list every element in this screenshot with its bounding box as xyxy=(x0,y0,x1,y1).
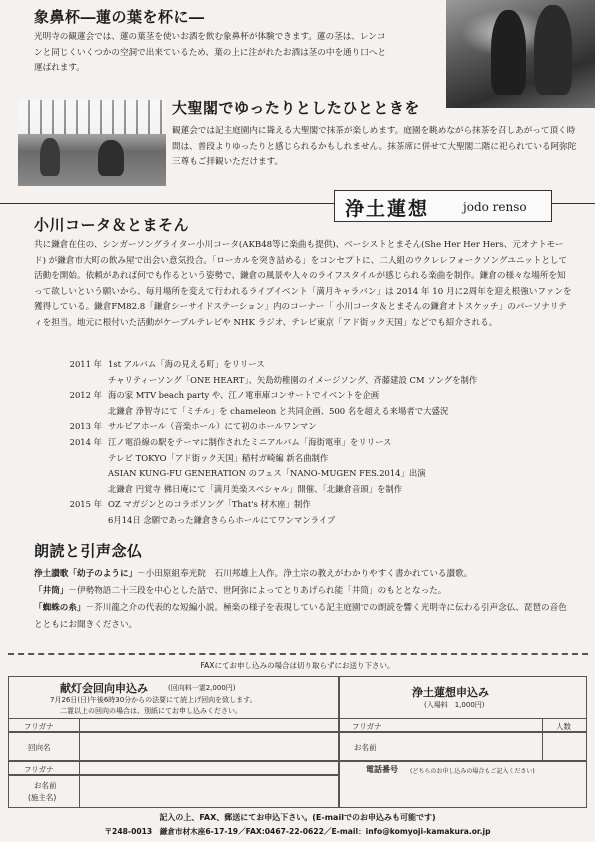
timeline-row: 2012 年 海の家 MTV beach party や、江ノ電車庫コンサートでイベントを企画 xyxy=(69,390,380,401)
input-phone[interactable] xyxy=(341,776,585,806)
input-count[interactable] xyxy=(543,733,586,760)
section-title-roudoku: 朗読と引声念仏 xyxy=(34,542,143,560)
section-body-zobihai: 光明寺の観蓮会では、蓮の葉茎を使いお酒を飲む象鼻杯が体験できます。蓮の茎は、レンコンと同じくいくつかの空洞で出来ているため、葉の上に注がれたお酒は茎の中を通り口へと運ばれます。 xyxy=(34,32,387,73)
timeline-row: 2014 年 江ノ電沿線の駅をテーマに制作されたミニアルバム「海街電車」をリリース xyxy=(69,436,392,447)
timeline-row: ASIAN KUNG-FU GENERATION のフェス「NANO-MUGEN FES.2014」出演 xyxy=(108,468,426,479)
item-body-kumonoito: －芥川龍之介の代表的な短編小説。極楽の様子を表現している記主庭園での朗読を響く光明寺に伝わる引声念仏、琵琶の音色とともにお聞きください。 xyxy=(34,603,567,630)
label-furigana-1: フリガナ xyxy=(24,722,54,731)
photo-zobihai xyxy=(446,0,595,108)
footer-note: 記入の上、FAX、郵送にてお申込下さい。(E-mailでのお申込みも可能です) xyxy=(159,813,436,822)
timeline-row: 北鎌倉 円覚寺 佛日庵にて「満月美楽スペシャル」開催、「北鎌倉音頭」を制作 xyxy=(108,483,403,494)
item-body-izutsu: －伊勢物語二十三段を中心とした話で、世阿弥によってとりあげられ能「井筒」のもととなった。 xyxy=(68,586,447,596)
footer-address: 〒248-0013 鎌倉市材木座6-17-19／FAX:0467-22-0622／E-mail：info@komyoji-kamakura.or.jp xyxy=(104,827,491,836)
item-title-izutsu: 「井筒」 xyxy=(34,586,69,596)
timeline-row: 北鎌倉 浄智寺にて「ミチル」を chameleon と共同企画、500 名を超える来場者で大盛況 xyxy=(108,405,449,416)
label-phone-note: (どちらのお申し込みの場合もご記入ください) xyxy=(410,768,535,775)
form-left-line1: 7月26日(日)午後6時30分からの法要にて読上げ回向を致します。 xyxy=(50,696,257,704)
timeline-row: テレビ TOKYO「アド街ック天国」稲村ガ崎編 新名曲制作 xyxy=(108,452,329,463)
timeline-row: 6月14日 念願であった鎌倉きららホールにてワンマンライブ xyxy=(108,514,336,525)
photo-daishokaku xyxy=(18,100,166,186)
section-body-roudoku xyxy=(34,566,574,634)
label-phone: 電話番号 xyxy=(366,765,398,774)
jodo-renso-box xyxy=(334,190,552,222)
jodo-renso-title: 浄土蓮想 xyxy=(345,198,430,220)
label-count: 人数 xyxy=(556,722,571,731)
input-right-name[interactable] xyxy=(405,733,540,760)
form-right-fee: (入場料 1,000円) xyxy=(424,701,485,709)
input-eko-name[interactable] xyxy=(81,733,337,760)
section-body-ogawa: 共に鎌倉在住の、シンガーソングライター小川コータ(AKB48等に楽曲も提供)、ベーシストとまそん(She Her Her Hers、元オナトモード) が鎌倉市大町の飲み屋で出会い意気投合。「ローカルを突き詰める」をコンセプトに、二人組のウクレレフォークソングユニットとして活動を開始。依頼があれば何でも作るという姿勢で、鎌倉の風景や人々のライフスタイルが感じられる楽曲を制作。鎌倉の様々な場所を知って欲しいという願いから、毎月場所を変えて行われるライブイベント「満月キャラバン」は 2014 年 10 月に2周年を迎え根強いファンを獲得している。鎌倉FM82.8「鎌倉シーサイドステーション」内のコーナー「 小川コータ＆とまそんの鎌倉オトスケッチ」のパーソナリティを担当。地元に根付いた活動がケーブルテレビや NHK ラジオ、テレビ東京「アド街ック天国」などでも紹介される。 xyxy=(34,240,572,328)
timeline-row: 2013 年 サルビアホール（音楽ホール）にて初のホールワンマン xyxy=(69,421,317,432)
jodo-renso-subtitle: jodo renso xyxy=(463,200,527,214)
input-furigana-2[interactable] xyxy=(81,762,337,774)
form-left-fee: (回向料一霊2,000円) xyxy=(168,684,236,692)
item-title-kumonoito: 「蜘蛛の糸」 xyxy=(34,603,86,613)
label-furigana-2: フリガナ xyxy=(24,765,54,774)
fax-note: FAXにてお申し込みの場合は切り取らずにお送り下さい。 xyxy=(200,661,395,670)
label-applicant-2: (施主名) xyxy=(28,793,57,802)
label-eko-name: 回向名 xyxy=(28,743,51,752)
timeline xyxy=(62,357,572,529)
label-right-name: お名前 xyxy=(354,743,377,752)
section-title-zobihai: 象鼻杯―蓮の葉を杯に― xyxy=(34,8,205,26)
timeline-row: チャリティーソング「ONE HEART」、矢島幼稚園のイメージソング、斉藤建設 CM ソングを制作 xyxy=(108,374,478,385)
form-left-title: 献灯会回向申込み xyxy=(60,682,148,695)
form-right-title: 浄土蓮想申込み xyxy=(412,686,489,699)
timeline-row: 2011 年 1st アルバム「海の見える町」をリリース xyxy=(69,359,265,369)
label-applicant-1: お名前 xyxy=(34,781,57,790)
section-body-daishokaku: 観蓮会では記主庭園内に聳える大聖閣で抹茶が楽しめます。庭園を眺めながら抹茶を召しあがって頂く時間は、普段よりゆったりと感じられるかもしれません。抹茶席に併せて大聖閣二階に祀られている阿弥陀三尊もご拝観いただけます。 xyxy=(172,126,577,167)
form-left-line2: 二霊以上の回向の場合は、別紙にてお申し込みください。 xyxy=(60,707,242,715)
item-title-osanago: 浄土讃歌「幼子のように」 xyxy=(34,569,138,579)
input-furigana-1[interactable] xyxy=(81,719,337,731)
cut-line xyxy=(8,653,588,655)
item-body-osanago: －小田原組奉光院 石川邦雄上人作。浄土宗の教えがわかりやすく書かれている讃歌。 xyxy=(137,569,473,579)
label-right-furigana: フリガナ xyxy=(352,722,382,731)
input-right-furigana[interactable] xyxy=(405,719,540,731)
section-title-ogawa: 小川コータ＆とまそん xyxy=(34,216,190,234)
timeline-row: 2015 年 OZ マガジンとのコラボソング「That's 材木座」制作 xyxy=(69,499,311,510)
input-applicant[interactable] xyxy=(81,776,337,807)
section-title-daishokaku: 大聖閣でゆったりとしたひとときを xyxy=(172,99,420,117)
